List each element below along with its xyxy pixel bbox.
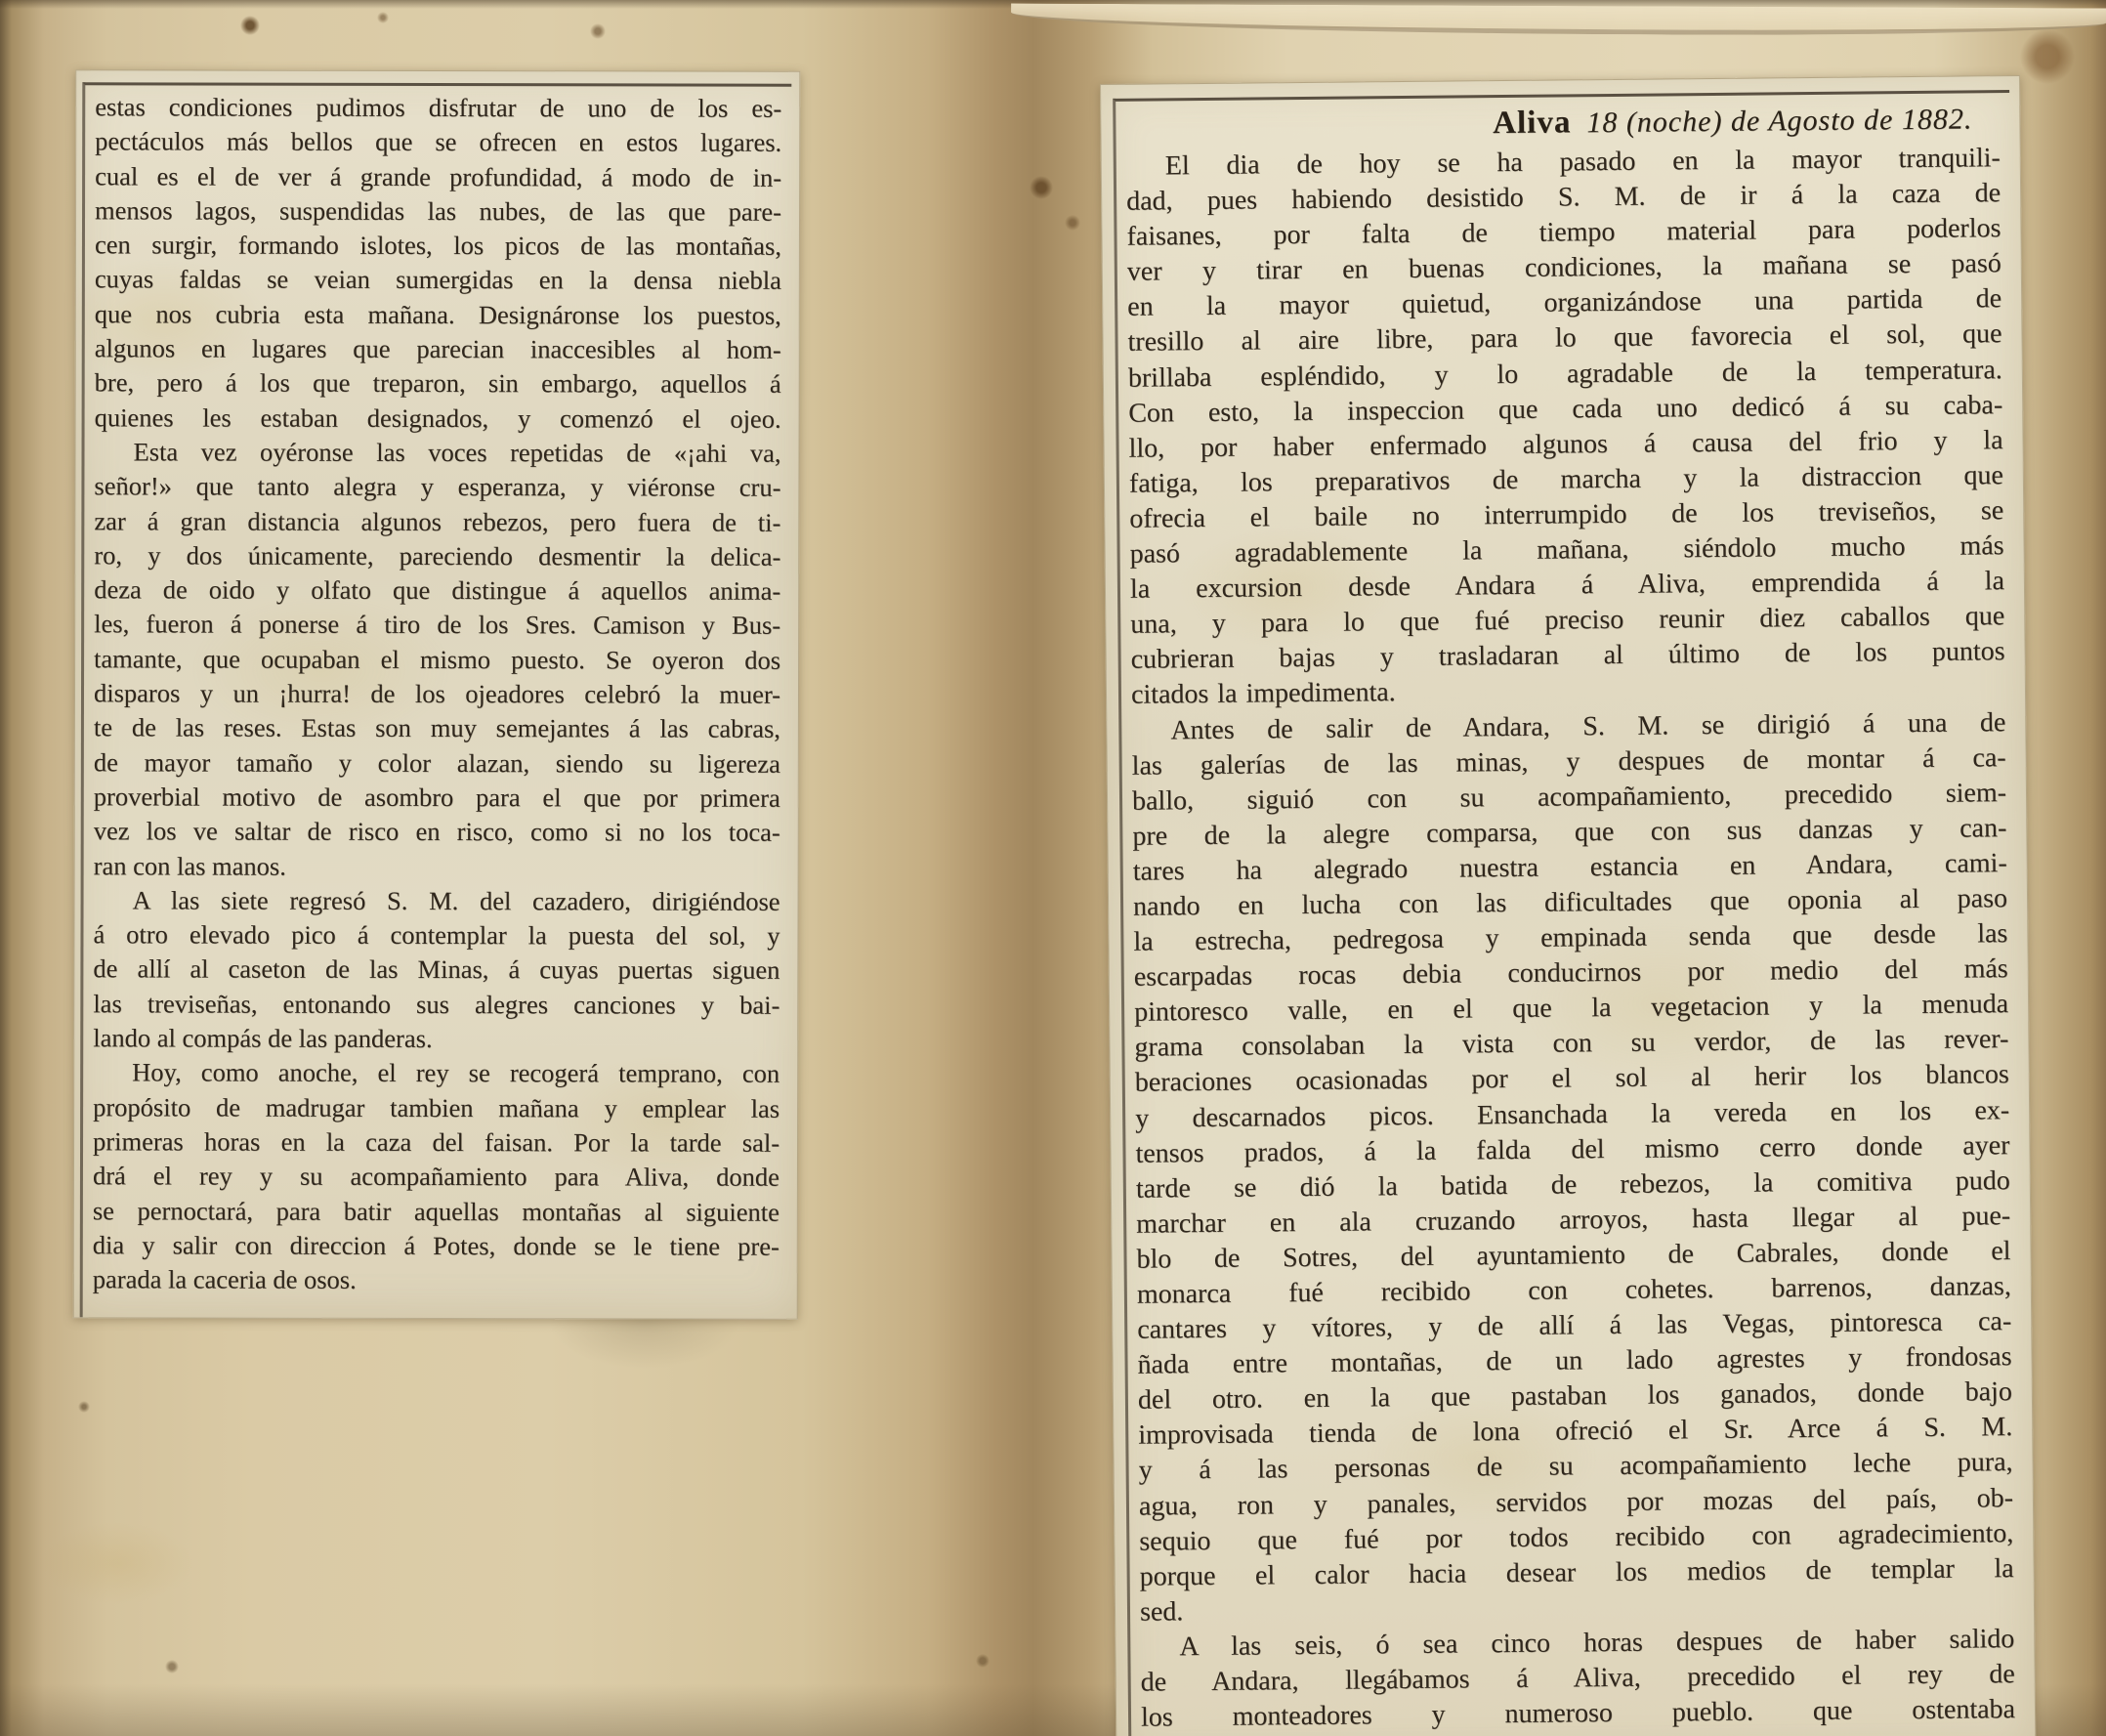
text-line: Hoy, como anoche, el rey se recogerá temprano, con [132,1057,780,1089]
text-line: las treviseñas, entonando sus alegres canciones y bai- [93,988,780,1020]
text-line: ñada entre montañas, de un lado agrestes y frondosas [1137,1341,2012,1380]
text-line: ofrecia el baile no interrumpido de los treviseños, se [1129,495,2004,534]
text-line: drá el rey y su acompañamiento para Aliva, donde [92,1161,779,1192]
right-clipping-column [1113,90,2025,1736]
text-line: tensos prados, á la falda del mismo cerro donde ayer [1135,1129,2010,1169]
text-line: tresillo al aire libre, para lo que favorecia el sol, que [1127,318,2002,359]
text-line: de allí al caseton de las Minas, á cuyas puertas siguen [93,953,780,986]
text-line: parada la caceria de osos. [92,1264,357,1294]
text-line: quienes les estaban designados, y comenzó el ojeo. [94,402,781,434]
text-line: cen surgir, formando islotes, los picos de las montañas, [94,230,781,261]
text-line: pintoresco valle, en el que la vegetacion y la menuda [1133,989,2009,1028]
text-line: fatiga, los preparativos de marcha y la distraccion que [1128,459,2004,499]
text-line: propósito de madrugar tambien mañana y emplear las [93,1091,780,1123]
text-line: llo, por haber enfermado algunos á causa del frio y la [1128,424,2003,464]
text-line: pre de la alegre comparsa, que con sus danzas y can- [1132,812,2007,852]
text-line: dad, pues habiendo desistido S. M. de ir á la caza de [1126,178,2001,217]
text-line: ver y tirar en buenas condiciones, la mañana se pasó [1126,248,2001,288]
text-line: que nos cubria esta mañana. Designáronse los puestos, [94,299,781,330]
text-line: del otro. en la que pastaban los ganados, donde bajo [1137,1376,2013,1416]
dateline-date: 18 (noche) de Agosto de 1882. [1586,103,1973,140]
text-line: sed. [1139,1596,1184,1628]
text-line: de mayor tamaño y color alazan, siendo su ligereza [93,746,780,779]
text-line: algunos en lugares que parecian inaccesibles al hom- [94,333,781,364]
text-line: tarde se dió la batida de rebezos, la comitiva pudo [1135,1164,2010,1205]
text-line: cubrieran bajas y trasladaran al último de los puntos [1130,636,2005,676]
text-line: á otro elevado pico á contemplar la puesta del sol, y [93,919,780,951]
text-line: una, y para lo que fué preciso reunir diez caballos que [1130,601,2005,640]
text-line: Antes de salir de Andara, S. M. se dirigió á una de [1170,706,2006,745]
text-line: ballo, siguió con su acompañamiento, precedido siem- [1131,777,2007,817]
text-line: tamante, que ocupaban el mismo puesto. Se oyeron dos [94,644,781,675]
text-line: agua, ron y panales, servidos por mozas del país, ob- [1138,1482,2014,1522]
text-line: cuyas faldas se veian sumergidas en la densa niebla [94,264,781,296]
text-line: lando al compás de las panderas. [93,1023,433,1054]
left-newspaper-clipping [73,69,801,1320]
text-line: pasó agradablemente la mañana, siéndolo mucho más [1129,530,2004,570]
text-line: beraciones ocasionadas por el sol al herir los blancos [1134,1059,2009,1099]
text-line: vez los ve saltar de risco en risco, como si no los toca- [93,816,780,847]
text-line: citados la impedimenta. [1130,677,1396,711]
text-line: blo de Sotres, del ayuntamiento de Cabrales, donde el [1136,1236,2011,1275]
text-line: mensos lagos, suspendidas las nubes, de las que pare- [95,195,782,227]
text-line: te de las reses. Estas son muy semejantes á las cabras, [93,712,780,744]
text-line: El dia de hoy se ha pasado en la mayor tranquili- [1164,143,2001,182]
text-line: ro, y dos únicamente, pareciendo desmentir la delica- [94,540,781,572]
text-line: primeras horas en la caza del faisan. Por la tarde sal- [93,1126,780,1158]
text-line: sequio que fué por todos recibido con agradecimiento, [1139,1517,2014,1557]
text-line: disparos y un ¡hurra! de los ojeadores celebró la muer- [93,678,781,709]
text-line: nando en lucha con las dificultades que oponia al paso [1132,883,2008,922]
dateline-place: Aliva [1493,105,1572,142]
text-line: dia y salir con direccion á Potes, donde se le tiene pre- [92,1230,779,1261]
text-line: cual es el de ver á grande profundidad, á modo de in- [95,160,782,192]
right-newspaper-clipping [1100,75,2036,1736]
text-line: pectáculos más bellos que se ofrecen en estos lugares. [95,126,782,158]
text-line: brillaba espléndido, y lo agradable de la temperatura. [1127,354,2002,394]
text-line: Esta vez oyéronse las voces repetidas de «¡ahi va, [133,437,781,468]
text-line: y descarnados picos. Ensanchada la vereda en los ex- [1135,1094,2010,1134]
text-line: tares ha alegrado nuestra estancia en Andara, cami- [1132,847,2007,887]
text-line: de Andara, llegábamos á Aliva, precedido el rey de [1140,1659,2015,1698]
text-line: deza de oido y olfato que distingue á aquellos anima- [94,574,781,606]
text-line: y á las personas de su acompañamiento leche pura, [1138,1447,2013,1487]
text-line: escarpadas rocas debia conducirnos por medio del más [1133,953,2008,993]
text-line: zar á gran distancia algunos rebezos, pero fuera de ti- [94,505,781,537]
text-line: grama consolaban la vista con su verdor, de las rever- [1134,1024,2009,1064]
text-line: monarca fué recibido con cohetes. barrenos, danzas, [1136,1271,2012,1310]
text-line: la estrecha, pedregosa y empinada senda que desde las [1133,918,2008,957]
text-line: porque el calor hacia desear los medios de templar la [1139,1552,2014,1592]
torn-page-edge [1011,4,2106,37]
left-clipping-column [80,82,792,1319]
text-line: los monteadores y numeroso pueblo. que ostentaba [1140,1694,2016,1733]
text-line: marchar en ala cruzando arroyos, hasta llegar al pue- [1136,1200,2011,1240]
text-line: les, fueron á ponerse á tiro de los Sres. Camison y Bus- [94,609,781,641]
text-line: proverbial motivo de asombro para el que por primera [93,782,780,813]
text-line: faisanes, por falta de tiempo material para poderlos [1126,213,2001,252]
text-line: señor!» que tanto alegra y esperanza, y viéronse cru- [94,471,781,503]
text-line: las galerías de las minas, y despues de montar á ca- [1131,741,2006,782]
text-line: ran con las manos. [93,850,286,881]
text-line: improvisada tienda de lona ofreció el Sr. Arce á S. M. [1138,1412,2013,1452]
left-clipping-text [93,90,782,1298]
text-line: Con esto, la inspeccion que cada uno dedicó á su caba- [1128,389,2003,429]
text-line: A las siete regresó S. M. del cazadero, dirigiéndose [132,885,780,916]
text-line: se pernoctará, para batir aquellas montañas al siguiente [92,1195,779,1227]
text-line: en la mayor quietud, organizándose una partida de [1127,283,2002,323]
text-line: la excursion desde Andara á Aliva, emprendida á la [1129,566,2005,605]
text-line: estas condiciones pudimos disfrutar de uno de los es- [95,92,782,123]
text-line: A las seis, ó sea cinco horas despues de haber salido [1179,1624,2015,1663]
text-line: bre, pero á los que treparon, sin embargo, aquellos á [94,367,781,400]
text-line: cantares y vítores, y de allí á las Vegas, pintoresca ca- [1137,1306,2012,1345]
right-clipping-text [1126,141,2016,1736]
